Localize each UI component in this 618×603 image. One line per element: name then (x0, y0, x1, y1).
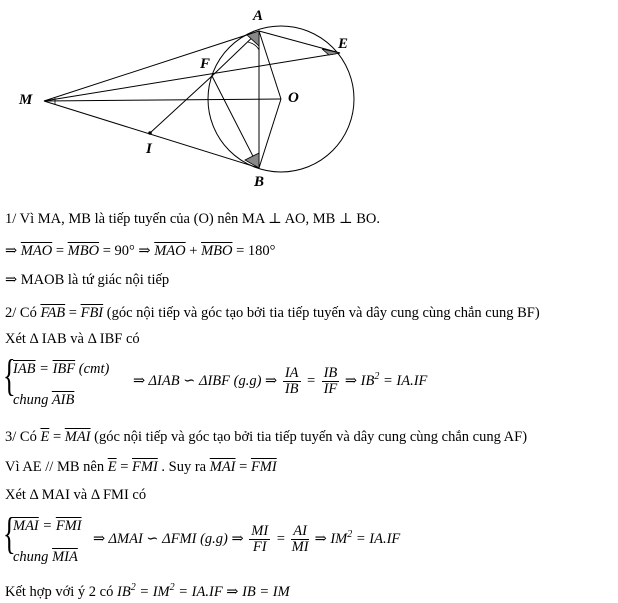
geometry-figure (0, 0, 618, 200)
segment-bo (259, 99, 281, 168)
fraction-ib-if: $\frac{IB}{IF}$ (323, 365, 338, 397)
angle-fab: $\overline{FAB}$ (40, 305, 66, 321)
solution-line-1: 1/ Vì MA, MB là tiếp tuyến của (O) nên MA ⊥ AO, MB ⊥ BO. (5, 211, 380, 227)
point-label-f: F (200, 56, 211, 72)
point-label-o: O (288, 90, 299, 106)
segment-ma (44, 31, 259, 101)
system-1-row-2: chung $\overline{AIB}$ (13, 392, 75, 408)
solution-line-2: ⇒ $\overline{MAO} = \overline{MBO} = 90^\circ$ ⇒ $\overline{MAO} + \overline{MBO} = 180^\circ$ (5, 243, 276, 259)
brace-system-2: { (3, 509, 16, 558)
angle-mbo-2: $\overline{MBO}$ (201, 243, 233, 259)
segment-fb (212, 76, 259, 168)
segment-ao (259, 31, 281, 99)
fraction-ai-mi: $\frac{AI}{MI}$ (291, 523, 309, 555)
point-label-i: I (146, 141, 152, 157)
segment-fi (150, 76, 212, 133)
solution-line-7: Vì AE // MB nên $\overline{E} = \overline{FMI}$ . Suy ra $\overline{MAI} = \overline{FMI}$ (5, 459, 277, 475)
point-label-b: B (254, 174, 265, 190)
solution-line-6: 3/ Có $\overline{E} = \overline{MAI}$ (góc nội tiếp và góc tạo bởi tia tiếp tuyến và dây cung cùng chắn cung AF) (5, 429, 528, 445)
system-1-result: ⇒ ΔIAB ∽ ΔIBF (g.g) ⇒ $\frac{IA}{IB}$ = $\frac{IB}{IF}$ ⇒ $IB^2 = IA.IF$ (133, 365, 428, 397)
fraction-mi-fi: $\frac{MI}{FI}$ (251, 523, 269, 555)
system-2-row-1: $\overline{MAI} = \overline{FMI}$ (13, 518, 82, 534)
angle-mbo: $\overline{MBO}$ (67, 243, 100, 259)
point-label-m: M (19, 92, 33, 108)
solution-line-4: 2/ Có $\overline{FAB} = \overline{FBI}$ (góc nội tiếp và góc tạo bởi tia tiếp tuyến và dây cung cùng chắn cung BF) (5, 305, 540, 321)
solution-line-5: Xét Δ IAB và Δ IBF có (5, 331, 140, 347)
segment-mo (44, 99, 281, 101)
point-label-a: A (253, 8, 264, 24)
angle-mao: $\overline{MAO}$ (20, 243, 53, 259)
solution-line-3: ⇒ MAOB là tứ giác nội tiếp (5, 272, 170, 288)
point-label-e: E (338, 36, 349, 52)
angle-fbi: $\overline{FBI}$ (80, 305, 104, 321)
brace-system-1: { (3, 351, 16, 400)
segment-ae (259, 31, 340, 53)
solution-line-9: Kết hợp với ý 2 có $IB^2 = IM^2 = IA.IF$ ⇒ IB = IM (5, 582, 290, 600)
angle-mao-2: $\overline{MAO}$ (154, 243, 186, 259)
system-2-result: ⇒ ΔMAI ∽ ΔFMI (g.g) ⇒ $\frac{MI}{FI}$ = $\frac{AI}{MI}$ ⇒ $IM^2 = IA.IF$ (93, 523, 401, 555)
solution-line-8: Xét Δ MAI và Δ FMI có (5, 487, 147, 503)
system-2-row-2: chung $\overline{MIA}$ (13, 549, 78, 565)
angle-e: $\overline{E}$ (40, 429, 50, 445)
point-i-dot (148, 131, 152, 135)
fraction-ia-ib: $\frac{IA}{IB}$ (284, 365, 299, 397)
angle-mai: $\overline{MAI}$ (64, 429, 91, 445)
system-1-row-1: $\overline{IAB} = \overline{IBF}$ (cmt) (13, 361, 110, 377)
